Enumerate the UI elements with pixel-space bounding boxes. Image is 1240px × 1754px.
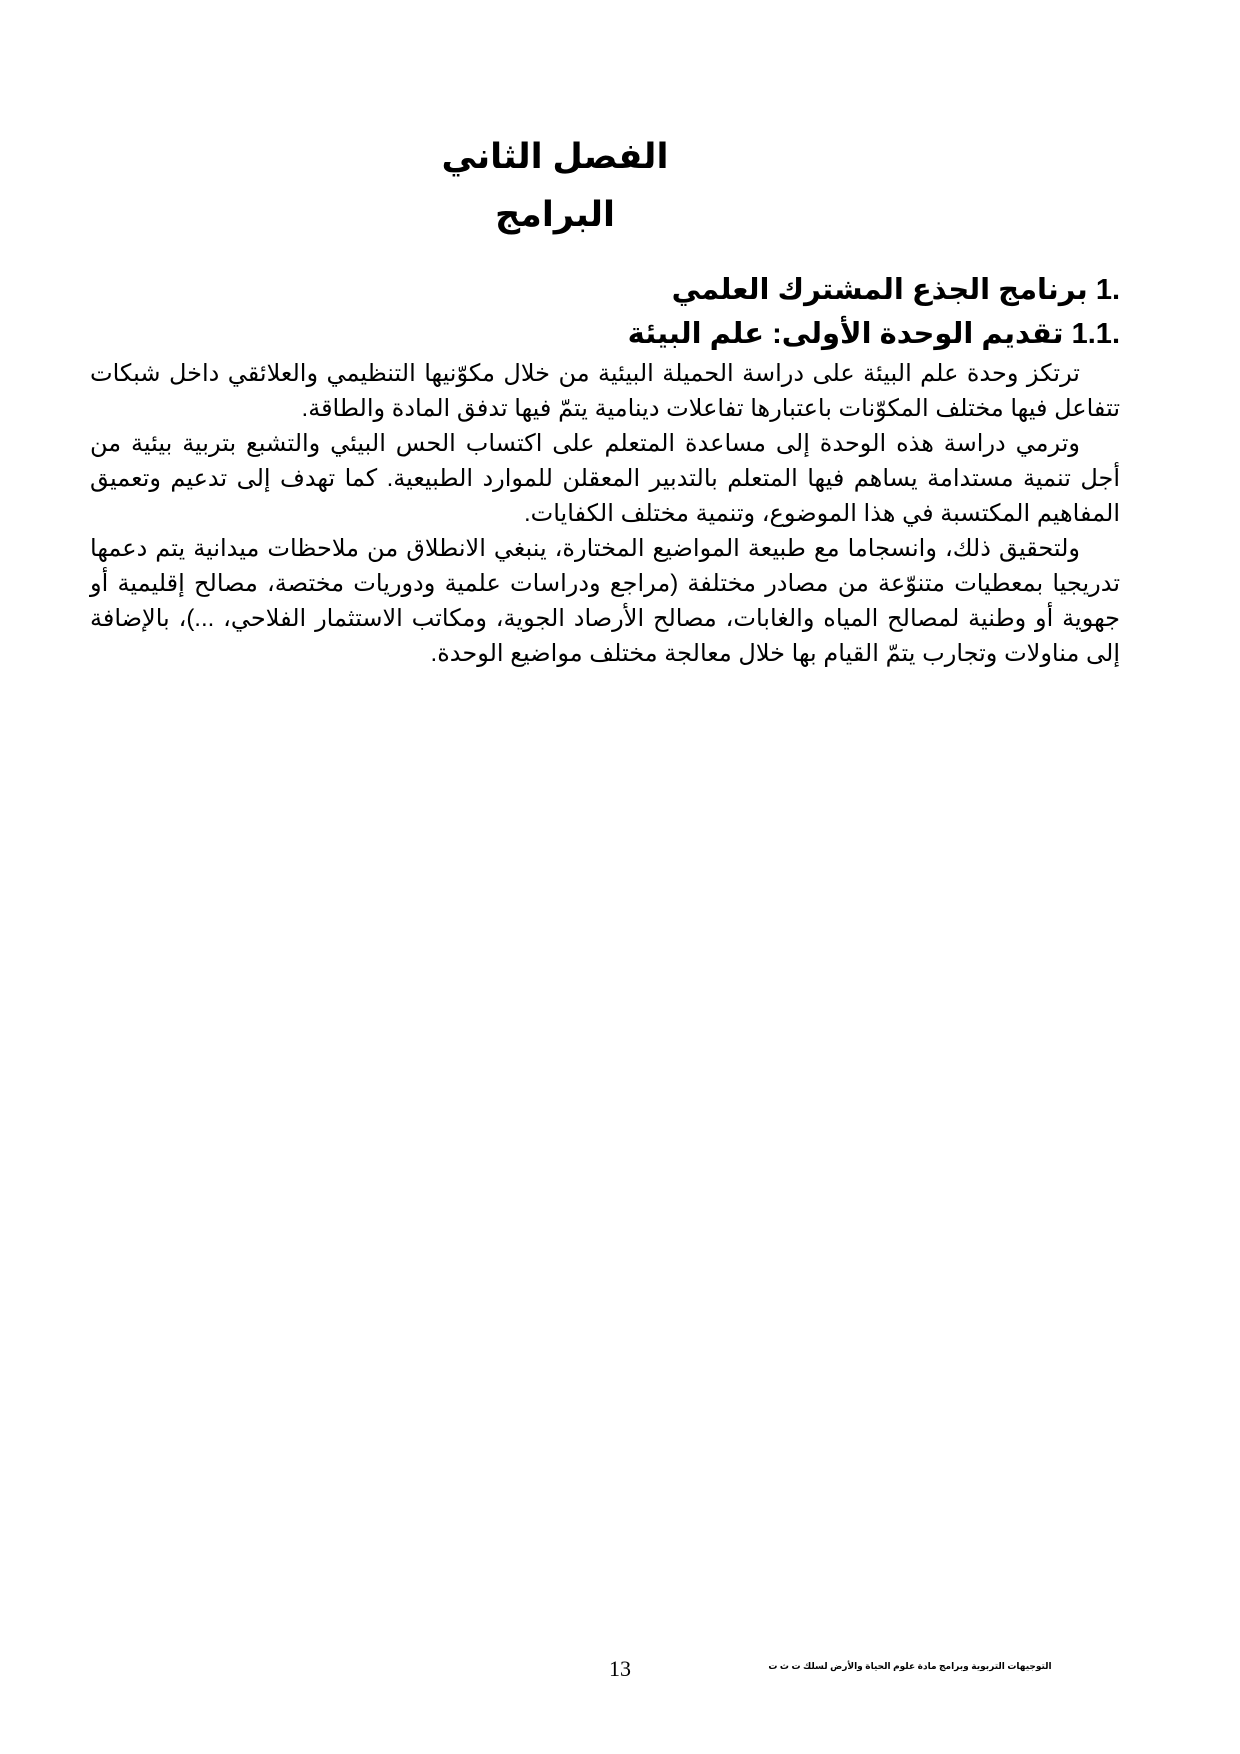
chapter-subtitle: البرامج (494, 195, 616, 234)
section-heading-1-1 (90, 312, 1120, 356)
section-title: تقديم الوحدة الأولى: علم البيئة (627, 318, 1064, 350)
chapter-title: الفصل الثاني (441, 137, 669, 176)
section-heading-1 (90, 268, 1120, 312)
paragraph: وترمي دراسة هذه الوحدة إلى مساعدة المتعلم على اكتساب الحس البيئي والتشبع بتربية بيئية من أجل تنمية مستدامة يساهم فيها المتعلم بالتدبير المعقلن للموارد الطبيعية. كما تهدف إلى تدعيم وتعميق المفاهيم المكتسبة في هذا الموضوع، وتنمية مختلف الكفايات. (90, 430, 1120, 527)
section-number: 1.1. (1071, 318, 1120, 350)
paragraph: ترتكز وحدة علم البيئة على دراسة الحميلة البيئية من خلال مكوّنيها التنظيمي والعلائقي داخل شبكات تتفاعل فيها مختلف المكوّنات باعتبارها تفاعلات دينامية يتمّ فيها تدفق المادة والطاقة. (90, 360, 1120, 422)
footer-note: التوجيهات التربوية وبرامج مادة علوم الحياة والأرض لسلك ت ث ت (768, 1661, 1052, 1671)
paragraph: ولتحقيق ذلك، وانسجاما مع طبيعة المواضيع المختارة، ينبغي الانطلاق من ملاحظات ميدانية يتم دعمها تدريجيا بمعطيات متنوّعة من مصادر مختلفة (مراجع ودراسات علمية ودوريات مختصة، مصالح إقليمية أو جهوية أو وطنية لمصالح المياه والغابات، مصالح الأرصاد الجوية، ومكاتب الاستثمار الفلاحي، ...)، بالإضافة إلى مناولات وتجارب يتمّ القيام بها خلال معالجة مختلف مواضيع الوحدة. (90, 535, 1120, 667)
chapter-heading (0, 128, 1240, 244)
document-body (90, 268, 1120, 671)
page-number: 13 (609, 1656, 631, 1681)
section-title: برنامج الجذع المشترك العلمي (671, 274, 1088, 306)
section-number: 1. (1095, 274, 1120, 306)
